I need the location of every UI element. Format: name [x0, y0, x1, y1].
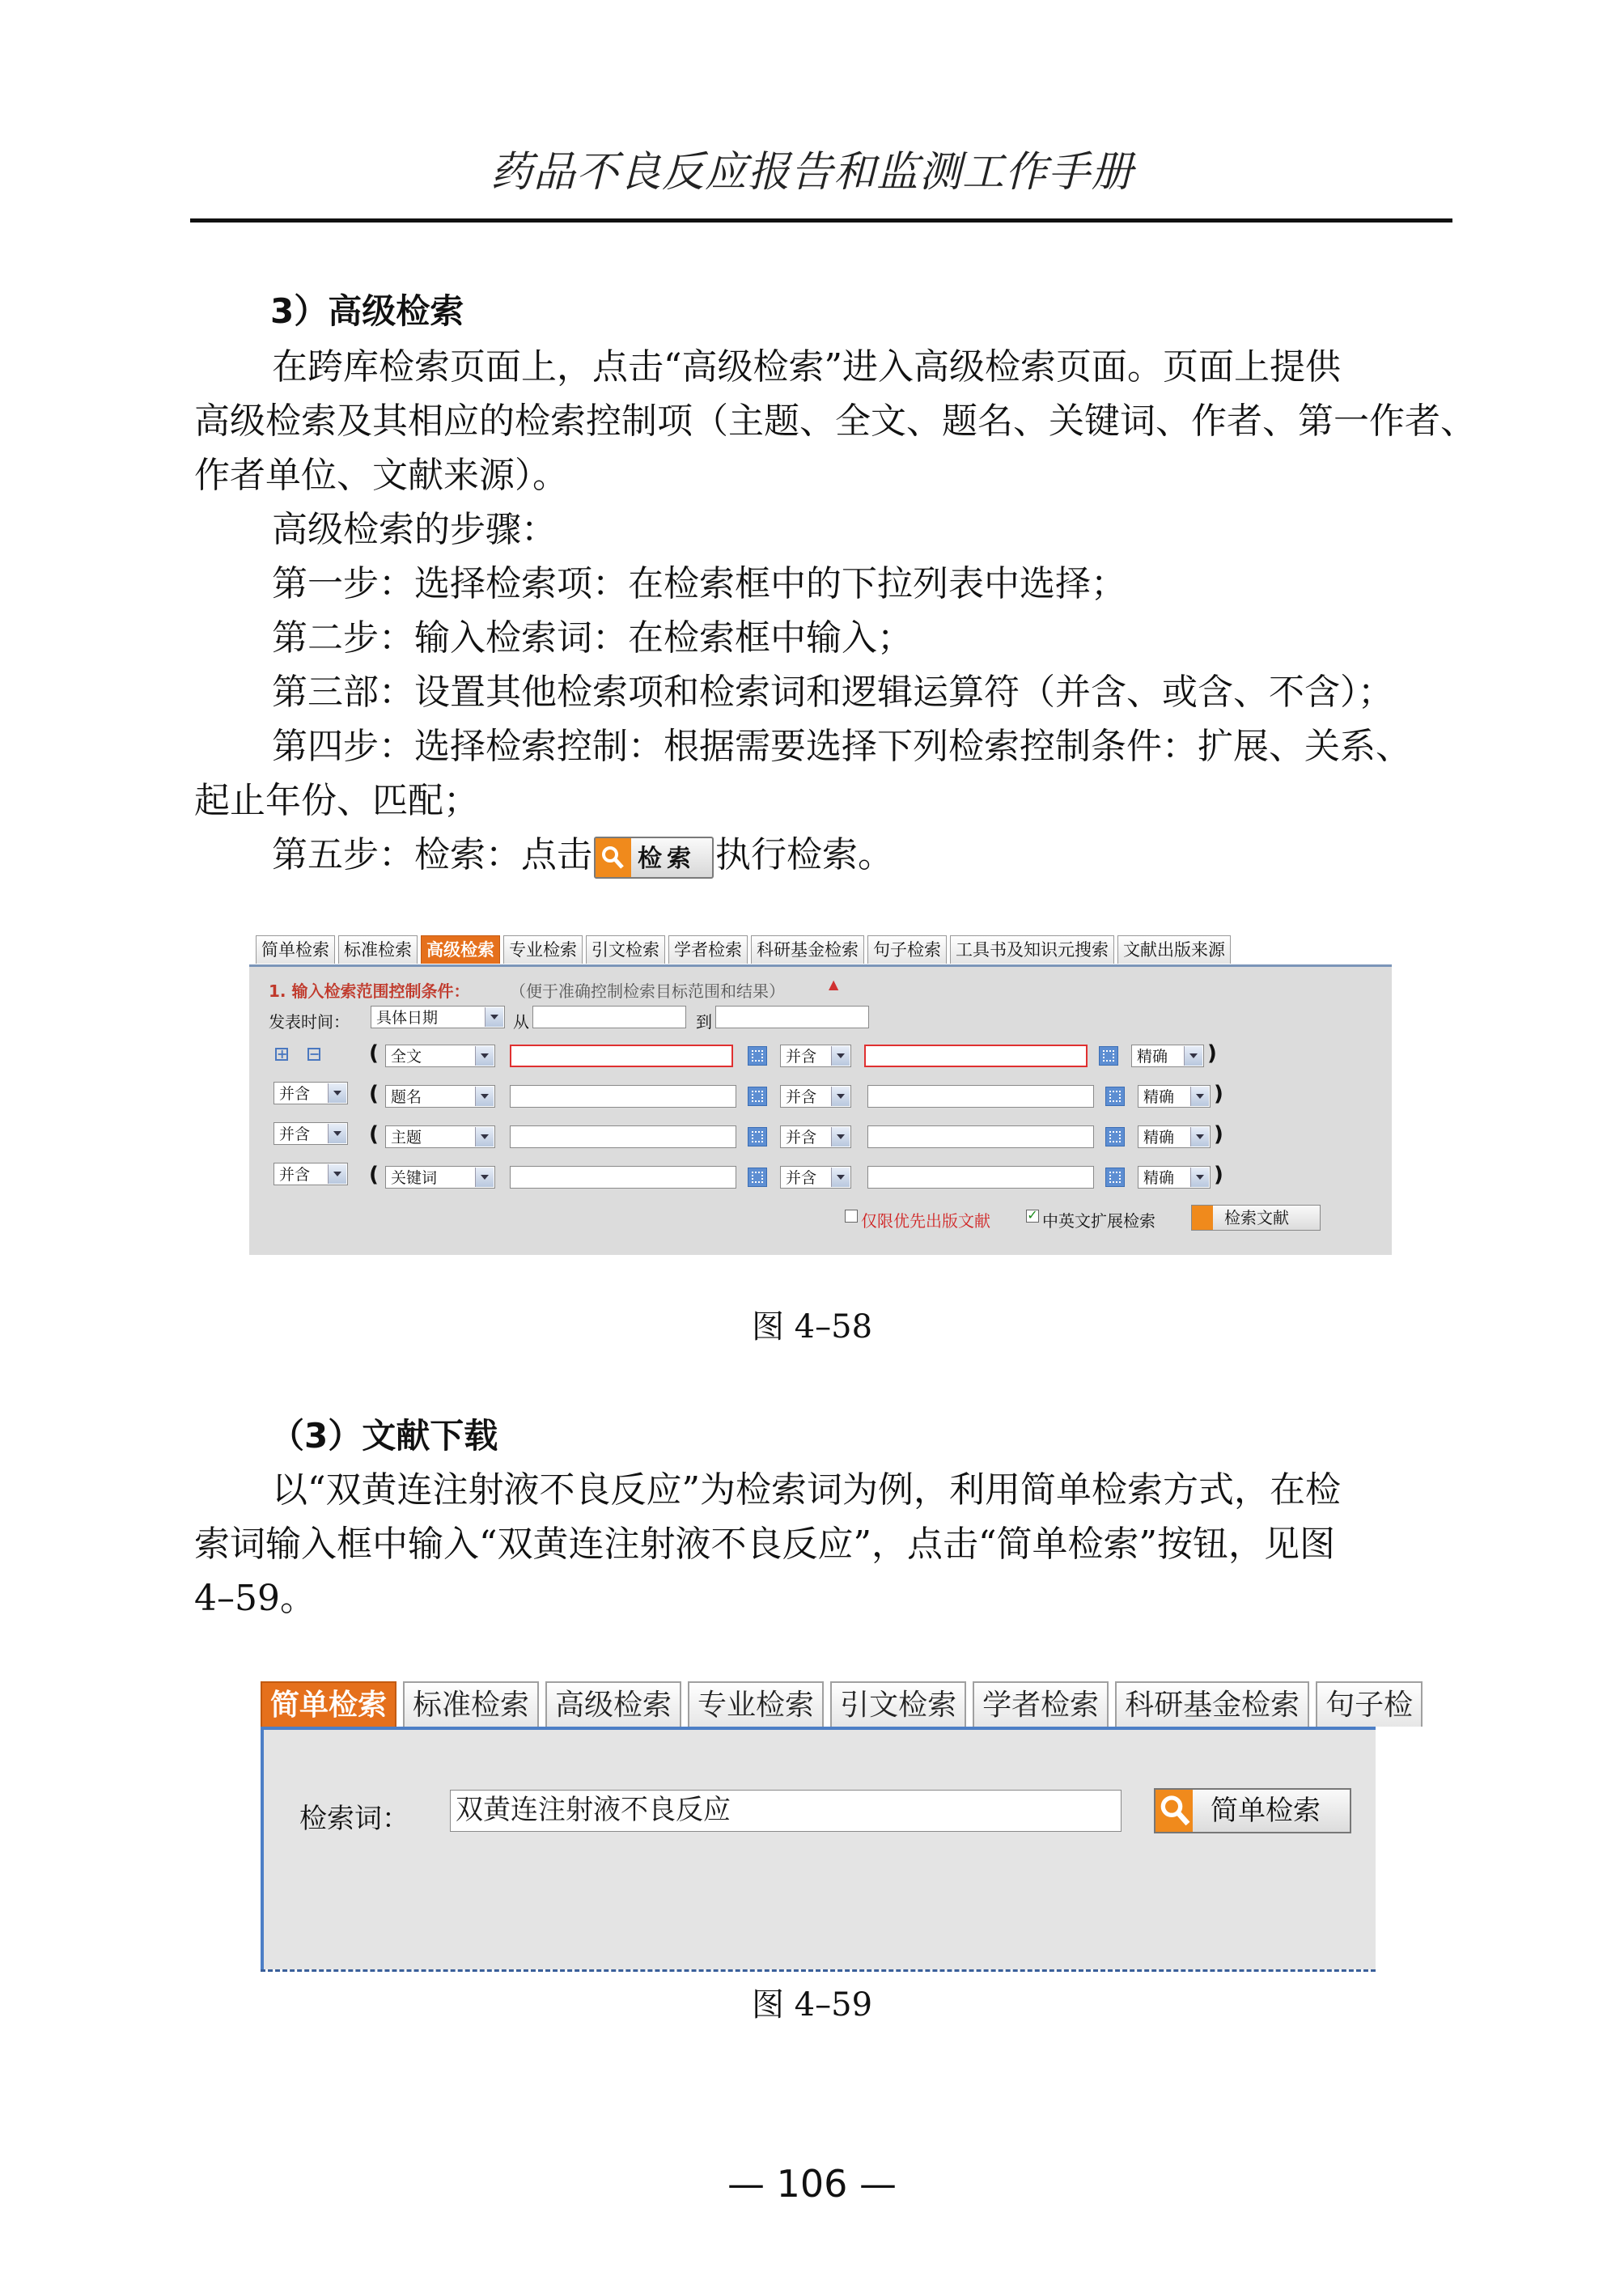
tab-simple-search[interactable]: 简单检索 — [261, 1681, 396, 1727]
expand-terms-icon[interactable] — [748, 1127, 767, 1146]
search-tabs — [261, 1681, 1423, 1727]
chevron-down-icon — [1190, 1087, 1209, 1106]
figure-4-59 — [261, 1681, 1414, 1924]
date-mode-select[interactable]: 具体日期 — [371, 1006, 505, 1028]
chevron-down-icon — [328, 1124, 346, 1143]
body-line: 起止年份、匹配； — [194, 780, 479, 821]
chevron-down-icon — [475, 1168, 494, 1187]
chevron-down-icon — [475, 1087, 494, 1106]
date-from-input[interactable] — [532, 1006, 686, 1028]
expand-terms-icon[interactable] — [748, 1168, 767, 1187]
date-to-input[interactable] — [715, 1006, 869, 1028]
body-line: 作者单位、文献来源）。 — [194, 455, 568, 496]
priority-label: 仅限优先出版文献 — [861, 1211, 990, 1231]
running-header: 药品不良反应报告和监测工作手册 — [490, 148, 1134, 197]
chevron-down-icon — [475, 1046, 494, 1066]
term-input-4b[interactable] — [867, 1166, 1094, 1189]
field-select-3[interactable]: 主题 — [385, 1125, 495, 1148]
collapse-icon[interactable]: ▲ — [829, 977, 839, 992]
tab-source-search[interactable]: 文献出版来源 — [1117, 935, 1231, 964]
open-paren: ( — [369, 1122, 379, 1146]
tab-fund-search[interactable]: 科研基金检索 — [1115, 1681, 1309, 1727]
search-term-label: 检索词： — [299, 1803, 409, 1835]
step5-prefix: 第五步：检索：点击 — [272, 834, 592, 875]
page-number: — 106 — — [727, 2162, 897, 2206]
match-select-2[interactable]: 精确 — [1138, 1085, 1211, 1108]
header-rule — [190, 218, 1452, 223]
section-title: 1. 输入检索范围控制条件： — [269, 981, 470, 1001]
figure-caption-58: 图 4–58 — [751, 1308, 873, 1346]
open-paren: ( — [369, 1163, 379, 1187]
expand-label: 中英文扩展检索 — [1042, 1211, 1155, 1231]
tab-scholar-search[interactable]: 学者检索 — [668, 935, 748, 964]
op-select-1[interactable]: 并含 — [780, 1045, 851, 1067]
magnifier-icon — [596, 838, 631, 877]
tab-citation-search[interactable]: 引文检索 — [830, 1681, 966, 1727]
match-select-4[interactable]: 精确 — [1138, 1166, 1211, 1189]
open-paren: ( — [369, 1082, 379, 1106]
field-select-1[interactable]: 全文 — [385, 1045, 495, 1067]
inline-search-button — [594, 837, 714, 879]
body-line: 以“双黄连注射液不良反应”为检索词为例，利用简单检索方式，在检 — [272, 1469, 1341, 1511]
close-paren: ) — [1214, 1082, 1223, 1106]
tab-advanced-search[interactable]: 高级检索 — [545, 1681, 681, 1727]
date-label: 发表时间： — [269, 1012, 350, 1032]
magnifier-icon — [1192, 1206, 1213, 1230]
to-label: 到 — [696, 1012, 712, 1032]
tab-scholar-search[interactable]: 学者检索 — [973, 1681, 1109, 1727]
open-paren: ( — [369, 1041, 379, 1066]
body-line: 第二步：输入检索词：在检索框中输入； — [272, 617, 913, 659]
section-heading-advanced-search: 3）高级检索 — [270, 291, 464, 331]
body-line: 在跨库检索页面上，点击“高级检索”进入高级检索页面。页面上提供 — [272, 346, 1341, 388]
expand-terms-icon[interactable] — [1105, 1127, 1125, 1146]
dashed-divider — [261, 1969, 1376, 1972]
figure-caption-59: 图 4–59 — [751, 1986, 873, 2024]
chevron-down-icon — [831, 1168, 850, 1187]
tab-fund-search[interactable]: 科研基金检索 — [751, 935, 864, 964]
section-hint: （便于准确控制检索目标范围和结果） — [510, 981, 785, 1001]
logic-select-3[interactable]: 并含 — [273, 1122, 348, 1145]
field-select-4[interactable]: 关键词 — [385, 1166, 495, 1189]
tab-simple-search[interactable]: 简单检索 — [256, 935, 335, 964]
op-select-4[interactable]: 并含 — [780, 1166, 851, 1189]
body-line-step5 — [194, 828, 1457, 882]
simple-search-button[interactable]: 简单检索 — [1154, 1788, 1351, 1833]
expand-terms-icon[interactable] — [1105, 1087, 1125, 1106]
term-input-1b[interactable] — [864, 1045, 1088, 1067]
chevron-down-icon — [475, 1127, 494, 1146]
search-literature-button[interactable]: 检索文献 — [1191, 1205, 1321, 1231]
advanced-search-panel — [249, 964, 1392, 1255]
tab-standard-search[interactable]: 标准检索 — [403, 1681, 539, 1727]
chevron-down-icon — [1190, 1168, 1209, 1187]
tab-sentence-search[interactable]: 句子检索 — [867, 935, 947, 964]
close-paren: ) — [1207, 1041, 1217, 1066]
body-line: 4–59。 — [194, 1578, 316, 1619]
term-input-3b[interactable] — [867, 1125, 1094, 1148]
search-term-input[interactable]: 双黄连注射液不良反应 — [450, 1790, 1122, 1832]
body-line: 第四步：选择检索控制：根据需要选择下列检索控制条件：扩展、关系、 — [272, 726, 1411, 767]
chevron-down-icon — [485, 1007, 503, 1027]
body-line: 第一步：选择检索项：在检索框中的下拉列表中选择； — [272, 563, 1126, 604]
body-line: 高级检索的步骤： — [272, 509, 557, 550]
op-select-2[interactable]: 并含 — [780, 1085, 851, 1108]
section1-body — [194, 340, 1476, 882]
tab-citation-search[interactable]: 引文检索 — [586, 935, 665, 964]
expand-checkbox[interactable]: ✓ — [1027, 1207, 1038, 1223]
match-select-3[interactable]: 精确 — [1138, 1125, 1211, 1148]
section2-body — [194, 1463, 1457, 1625]
magnifier-icon — [1155, 1790, 1193, 1832]
priority-checkbox[interactable] — [845, 1210, 858, 1223]
figure-4-58 — [249, 929, 1392, 1252]
chevron-down-icon — [831, 1046, 850, 1066]
chevron-down-icon — [328, 1083, 346, 1103]
body-line: 高级检索及其相应的检索控制项（主题、全文、题名、关键词、作者、第一作者、 — [194, 401, 1476, 442]
expand-terms-icon[interactable] — [1105, 1168, 1125, 1187]
step5-suffix: 执行检索。 — [715, 834, 893, 875]
tab-professional-search[interactable]: 专业检索 — [503, 935, 583, 964]
tab-advanced-search[interactable]: 高级检索 — [421, 935, 500, 964]
chevron-down-icon — [328, 1164, 346, 1184]
tab-reference-search[interactable]: 工具书及知识元搜索 — [950, 935, 1114, 964]
from-label: 从 — [513, 1012, 529, 1032]
logic-select-4[interactable]: 并含 — [273, 1163, 348, 1185]
match-select-1[interactable]: 精确 — [1131, 1045, 1204, 1067]
tab-professional-search[interactable]: 专业检索 — [688, 1681, 824, 1727]
tab-sentence-search[interactable]: 句子检 — [1316, 1681, 1423, 1727]
expand-terms-icon[interactable] — [1099, 1046, 1118, 1066]
section-heading-download: （3）文献下载 — [270, 1416, 498, 1456]
body-line: 索词输入框中输入“双黄连注射液不良反应”，点击“简单检索”按钮，见图 — [194, 1524, 1335, 1565]
chevron-down-icon — [831, 1087, 850, 1106]
close-paren: ) — [1214, 1122, 1223, 1146]
term-input-3a[interactable] — [510, 1125, 736, 1148]
term-input-4a[interactable] — [510, 1166, 736, 1189]
expand-terms-icon[interactable] — [748, 1087, 767, 1106]
remove-row-icon[interactable]: − — [309, 1046, 320, 1062]
term-input-2a[interactable] — [510, 1085, 736, 1108]
close-paren: ) — [1214, 1163, 1223, 1187]
add-row-icon[interactable]: + — [277, 1046, 288, 1062]
logic-select-2[interactable]: 并含 — [273, 1082, 348, 1104]
field-select-2[interactable]: 题名 — [385, 1085, 495, 1108]
expand-terms-icon[interactable] — [748, 1046, 767, 1066]
search-tabs — [256, 935, 1231, 964]
body-line: 第三部：设置其他检索项和检索词和逻辑运算符（并含、或含、不含）； — [272, 672, 1393, 713]
simple-search-panel — [261, 1727, 1376, 1969]
chevron-down-icon — [1190, 1127, 1209, 1146]
op-select-3[interactable]: 并含 — [780, 1125, 851, 1148]
tab-standard-search[interactable]: 标准检索 — [338, 935, 418, 964]
term-input-2b[interactable] — [867, 1085, 1094, 1108]
term-input-1a[interactable] — [510, 1045, 733, 1067]
chevron-down-icon — [1184, 1046, 1202, 1066]
chevron-down-icon — [831, 1127, 850, 1146]
inline-search-label: 检索 — [638, 844, 696, 873]
